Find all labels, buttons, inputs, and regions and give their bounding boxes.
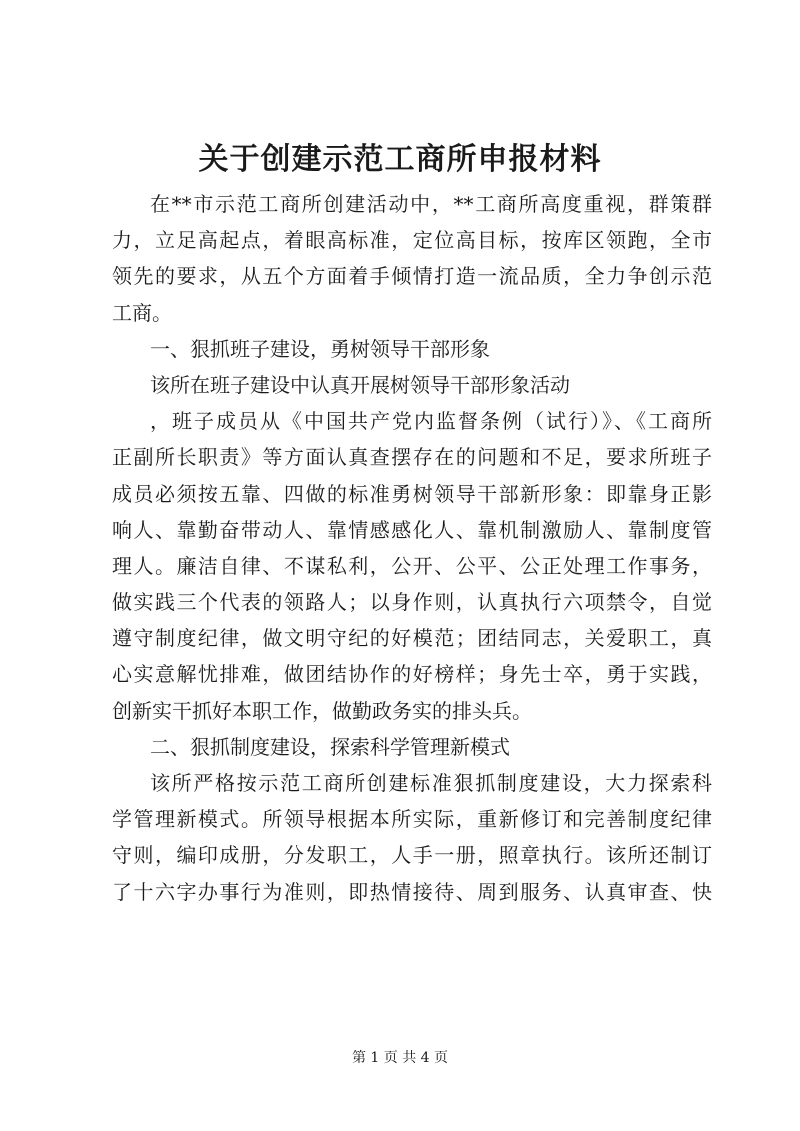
text-line: 了十六字办事行为准则，即热情接待、周到服务、认真审查、快 [112,879,712,904]
text-line: 守则，编印成册，分发职工，人手一册，照章执行。该所还制订 [112,843,712,868]
text-line: ，班子成员从《中国共产党内监督条例（试行）》、《工商所 [150,409,712,434]
document-body [112,186,712,910]
text-line: 在**市示范工商所创建活动中，**工商所高度重视，群策群 [150,192,712,216]
text-line: 心实意解忧排难，做团结协作的好榜样；身先士卒，勇于实践， [112,662,712,687]
text-line: 正副所长职责》等方面认真查摆存在的问题和不足，要求所班子 [112,445,712,470]
document-title: 关于创建示范工商所申报材料 [198,142,602,177]
text-line: 二、狠抓制度建设，探索科学管理新模式 [150,734,510,759]
text-line: 该所严格按示范工商所创建标准狠抓制度建设，大力探索科 [150,771,712,795]
text-line: 学管理新模式。所领导根据本所实际，重新修订和完善制度纪律 [112,807,712,832]
text-line: 遵守制度纪律，做文明守纪的好模范；团结同志，关爱职工，真 [112,626,712,651]
text-line: 创新实干抓好本职工作，做勤政务实的排头兵。 [112,698,532,723]
text-line: 领先的要求，从五个方面着手倾情打造一流品质，全力争创示范 [112,264,712,289]
text-line: 成员必须按五靠、四做的标准勇树领导干部新形象：即靠身正影 [112,481,712,506]
text-line: 力，立足高起点，着眼高标准，定位高目标，按库区领跑，全市 [112,228,712,253]
text-line: 理人。廉洁自律、不谋私利，公开、公平、公正处理工作事务， [112,553,712,578]
text-line: 一、狠抓班子建设，勇树领导干部形象 [150,336,490,361]
page-footer: 第 1 页 共 4 页 [351,1050,449,1066]
text-line: 工商。 [112,300,172,325]
text-line: 做实践三个代表的领路人；以身作则，认真执行六项禁令，自觉 [112,590,712,615]
text-line: 该所在班子建设中认真开展树领导干部形象活动 [150,372,570,397]
text-line: 响人、靠勤奋带动人、靠情感感化人、靠机制激励人、靠制度管 [112,517,712,542]
